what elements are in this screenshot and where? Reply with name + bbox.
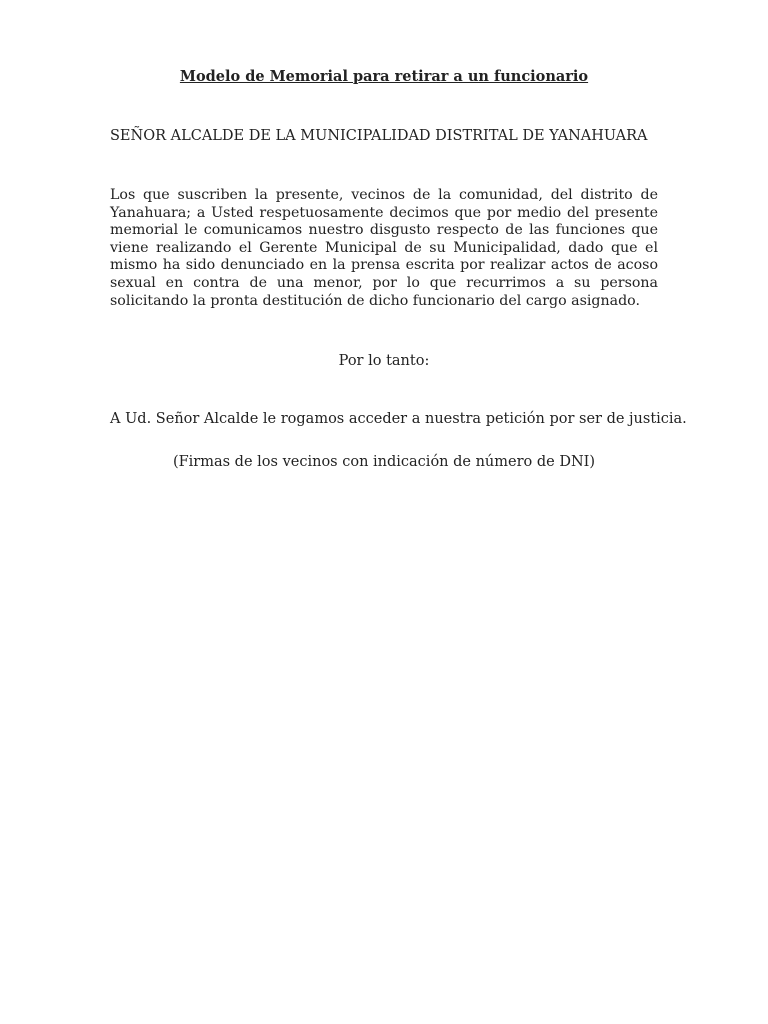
signatures-note: (Firmas de los vecinos con indicación de número de DNI) [172, 454, 596, 470]
addressee-line: SEÑOR ALCALDE DE LA MUNICIPALIDAD DISTRITAL DE YANAHUARA [110, 128, 648, 144]
document-title: Modelo de Memorial para retirar a un funcionario [179, 68, 589, 85]
request-line: A Ud. Señor Alcalde le rogamos acceder a nuestra petición por ser de justicia. [110, 411, 687, 427]
body-paragraph: Los que suscriben la presente, vecinos de la comunidad, del distrito de Yanahuara; a Usted respetuosamente decimos que por medio del presente memorial le comunicamos nuestro disgusto respecto de las funciones que viene realizando el Gerente Municipal de su Municipalidad, dado que el mismo ha sido denunciado en la prensa escrita por realizar actos de acoso sexual en contra de una menor, por lo que recurrimos a su persona solicitando la pronta destitución de dicho funcionario del cargo asignado. [110, 187, 658, 309]
closing-line: Por lo tanto: [338, 353, 430, 369]
